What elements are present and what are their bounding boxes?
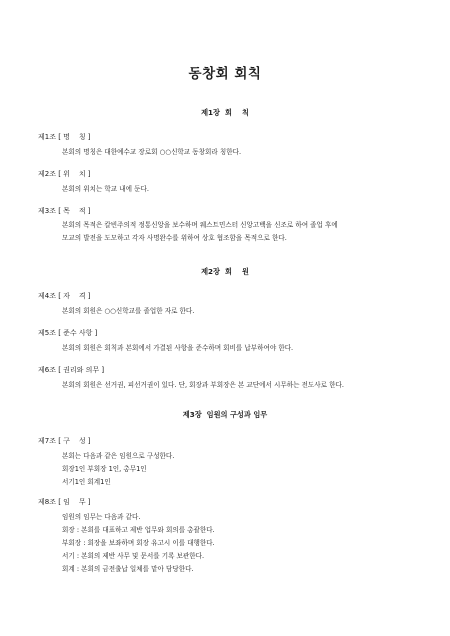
article-8-heading: 제8조 [ 임 무 ] bbox=[38, 498, 91, 506]
article-1-line-1: 본회의 명칭은 대한예수교 장로회 ○○신학교 동창회라 칭한다. bbox=[62, 148, 242, 156]
article-7-line-2: 회장1인 부회장 1인, 총무1인 bbox=[62, 465, 147, 473]
article-6-heading: 제6조 [ 권리와 의무 ] bbox=[38, 366, 105, 374]
article-1-heading: 제1조 [ 명 칭 ] bbox=[38, 133, 91, 141]
article-8-line-5: 회계 : 본회의 금전출납 일체를 맡아 담당한다. bbox=[62, 565, 194, 573]
article-8-line-1: 임원의 임무는 다음과 같다. bbox=[62, 513, 141, 521]
chapter-2-heading: 제2장 회 원 bbox=[201, 267, 249, 276]
article-4-line-1: 본회의 회원은 ○○신학교를 졸업한 자로 한다. bbox=[62, 307, 195, 315]
article-3-heading: 제3조 [ 목 적 ] bbox=[38, 207, 91, 215]
article-8-line-4: 서기 : 본회의 제반 사무 및 문서를 기록 보관한다. bbox=[62, 552, 205, 560]
article-2-line-1: 본회의 위치는 학교 내에 둔다. bbox=[62, 185, 149, 193]
article-3-line-2: 모교의 발전을 도모하고 각자 사명완수를 위하여 상호 협조함을 목적으로 한다. bbox=[62, 234, 287, 242]
article-6-line-1: 본회의 회원은 선거권, 피선거권이 있다. 단, 회장과 부회장은 본 교단에서 시무하는 전도사로 한다. bbox=[62, 381, 344, 389]
article-4-heading: 제4조 [ 자 격 ] bbox=[38, 292, 91, 300]
article-3-line-1: 본회의 목적은 칼빈주의적 정통신앙을 보수하며 웨스트민스터 신앙고백을 신조로 하여 졸업 후에 bbox=[62, 221, 338, 229]
article-7-line-1: 본회는 다음과 같은 임원으로 구성한다. bbox=[62, 452, 175, 460]
article-7-line-3: 서기1인 회계1인 bbox=[62, 478, 111, 486]
article-5-heading: 제5조 [ 준수 사항 ] bbox=[38, 329, 98, 337]
article-5-line-1: 본회의 회원은 회칙과 본회에서 가결된 사항을 준수하며 회비를 납부하여야 한다. bbox=[62, 344, 294, 352]
article-2-heading: 제2조 [ 위 치 ] bbox=[38, 170, 91, 178]
article-7-heading: 제7조 [ 구 성 ] bbox=[38, 437, 91, 445]
article-8-line-2: 회장 : 본회를 대표하고 제반 업무와 회의를 총괄한다. bbox=[62, 526, 215, 534]
document-title: 동창회 회칙 bbox=[188, 66, 262, 82]
chapter-1-heading: 제1장 회 칙 bbox=[201, 108, 249, 117]
chapter-3-heading: 제3장 임원의 구성과 임무 bbox=[182, 410, 268, 419]
article-8-line-3: 부회장 : 회장을 보좌하며 회장 유고시 이를 대행한다. bbox=[62, 539, 215, 547]
